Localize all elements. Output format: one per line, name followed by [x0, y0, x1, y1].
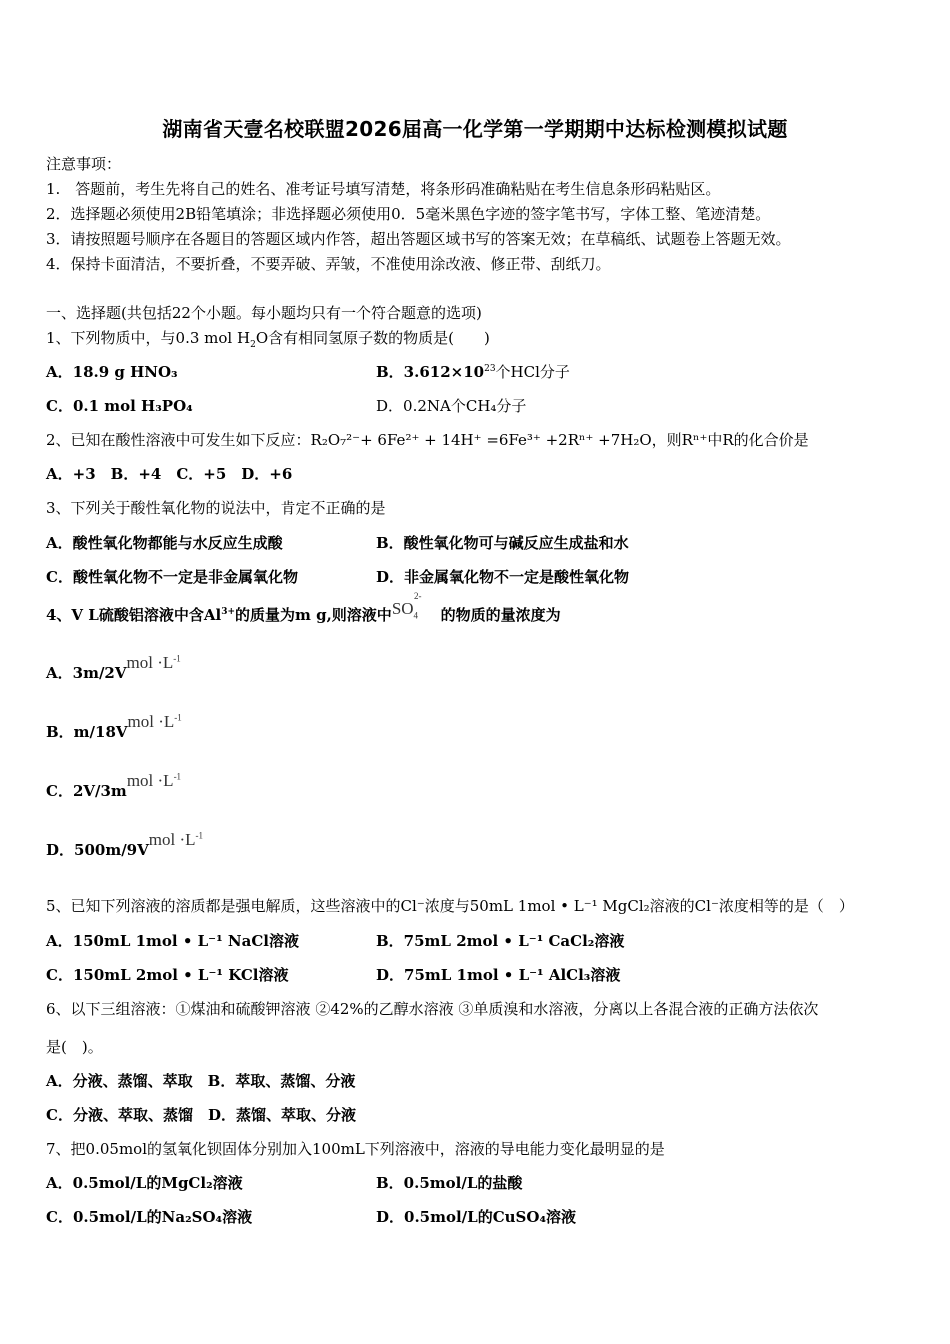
notice-item-4: 4．保持卡面清洁，不要折叠，不要弄破、弄皱，不准使用涂改液、修正带、刮纸刀。	[46, 255, 611, 273]
q3-option-d: D．非金属氧化物不一定是酸性氧化物	[376, 568, 630, 586]
q5-option-a: A．150mL 1mol • L⁻¹ NaCl溶液	[46, 932, 299, 950]
q6-options-cd: C．分液、萃取、蒸馏 D．蒸馏、萃取、分液	[46, 1106, 356, 1124]
page-title: 湖南省天壹名校联盟2026届高一化学第一学期期中达标检测模拟试题	[162, 117, 788, 141]
q6-stem: 6、以下三组溶液：①煤油和硫酸钾溶液 ②42%的乙醇水溶液 ③单质溴和水溶液，分离以上各混合液的正确方法依次	[46, 1000, 819, 1018]
q7-option-a: A．0.5mol/L的MgCl₂溶液	[46, 1174, 243, 1192]
notice-item-2: 2．选择题必须使用2B铅笔填涂；非选择题必须使用0．5毫米黑色字迹的签字笔书写，字体工整、笔迹清楚。	[46, 205, 771, 223]
q4-option-a: A．3m/2Vmol $\cdot L^{-1}$	[46, 653, 181, 682]
q7-option-d: D．0.5mol/L的CuSO₄溶液	[376, 1208, 577, 1226]
section-heading: 一、选择题(共包括22个小题。每小题均只有一个符合题意的选项)	[46, 304, 482, 322]
q3-option-b: B．酸性氧化物可与碱反应生成盐和水	[376, 534, 629, 552]
notice-heading: 注意事项：	[46, 155, 122, 173]
q5-stem: 5、已知下列溶液的溶质都是强电解质，这些溶液中的Cl⁻浓度与50mL 1mol • L⁻¹ MgCl₂溶液的Cl⁻浓度相等的是（ ）	[46, 897, 854, 915]
q2-stem: 2、已知在酸性溶液中可发生如下反应：R₂O₇²⁻+ 6Fe²⁺ + 14H⁺ =6Fe³⁺ +2Rⁿ⁺ +7H₂O，则Rⁿ⁺中R的化合价是	[46, 431, 809, 449]
q6-stem-cont: 是( )。	[46, 1038, 103, 1056]
q5-option-d: D．75mL 1mol • L⁻¹ AlCl₃溶液	[376, 966, 621, 984]
q4-option-d: D．500m/9Vmol $\cdot L^{-1}$	[46, 830, 203, 859]
q2-options: A．+3 B．+4 C．+5 D．+6	[46, 465, 293, 483]
q7-option-b: B．0.5mol/L的盐酸	[376, 1174, 523, 1192]
q3-option-a: A．酸性氧化物都能与水反应生成酸	[46, 534, 283, 552]
q1-option-a: A．18.9 g HNO₃	[46, 363, 178, 381]
q3-stem: 3、下列关于酸性氧化物的说法中，肯定不正确的是	[46, 499, 386, 517]
q1-option-d: D．0.2NA个CH₄分子	[376, 397, 527, 415]
q7-option-c: C．0.5mol/L的Na₂SO₄溶液	[46, 1208, 253, 1226]
q3-option-c: C．酸性氧化物不一定是非金属氧化物	[46, 568, 298, 586]
q4-option-b: B．m/18Vmol $\cdot L^{-1}$	[46, 712, 182, 741]
q4-stem: 4、V L硫酸铝溶液中含$Al^{3+}$的质量为m g,则溶液中$SO_4^{2-}$ 的物质的量浓度为	[46, 591, 561, 624]
q5-option-b: B．75mL 2mol • L⁻¹ CaCl₂溶液	[376, 932, 625, 950]
notice-item-3: 3．请按照题号顺序在各题目的答题区域内作答，超出答题区域书写的答案无效；在草稿纸、试题卷上答题无效。	[46, 230, 791, 248]
notice-item-1: 1. 答题前，考生先将自己的姓名、准考证号填写清楚，将条形码准确粘贴在考生信息条形码粘贴区。	[46, 180, 721, 198]
q6-options-ab: A．分液、蒸馏、萃取 B．萃取、蒸馏、分液	[46, 1072, 356, 1090]
q1-option-c: C．0.1 mol H₃PO₄	[46, 397, 193, 415]
q5-option-c: C．150mL 2mol • L⁻¹ KCl溶液	[46, 966, 289, 984]
q7-stem: 7、把0.05mol的氢氧化钡固体分别加入100mL下列溶液中，溶液的导电能力变化最明显的是	[46, 1140, 665, 1158]
q1-stem: 1、下列物质中，与0.3 mol $H_2O$含有相同氢原子数的物质是( )	[46, 329, 490, 350]
q1-option-b: B．$3.612\times 10^{23}$个HCl分子	[376, 363, 570, 381]
sulfate-ion: $SO_4^{2-}$	[391, 591, 422, 621]
q4-option-c: C．2V/3mmol $\cdot L^{-1}$	[46, 771, 182, 800]
